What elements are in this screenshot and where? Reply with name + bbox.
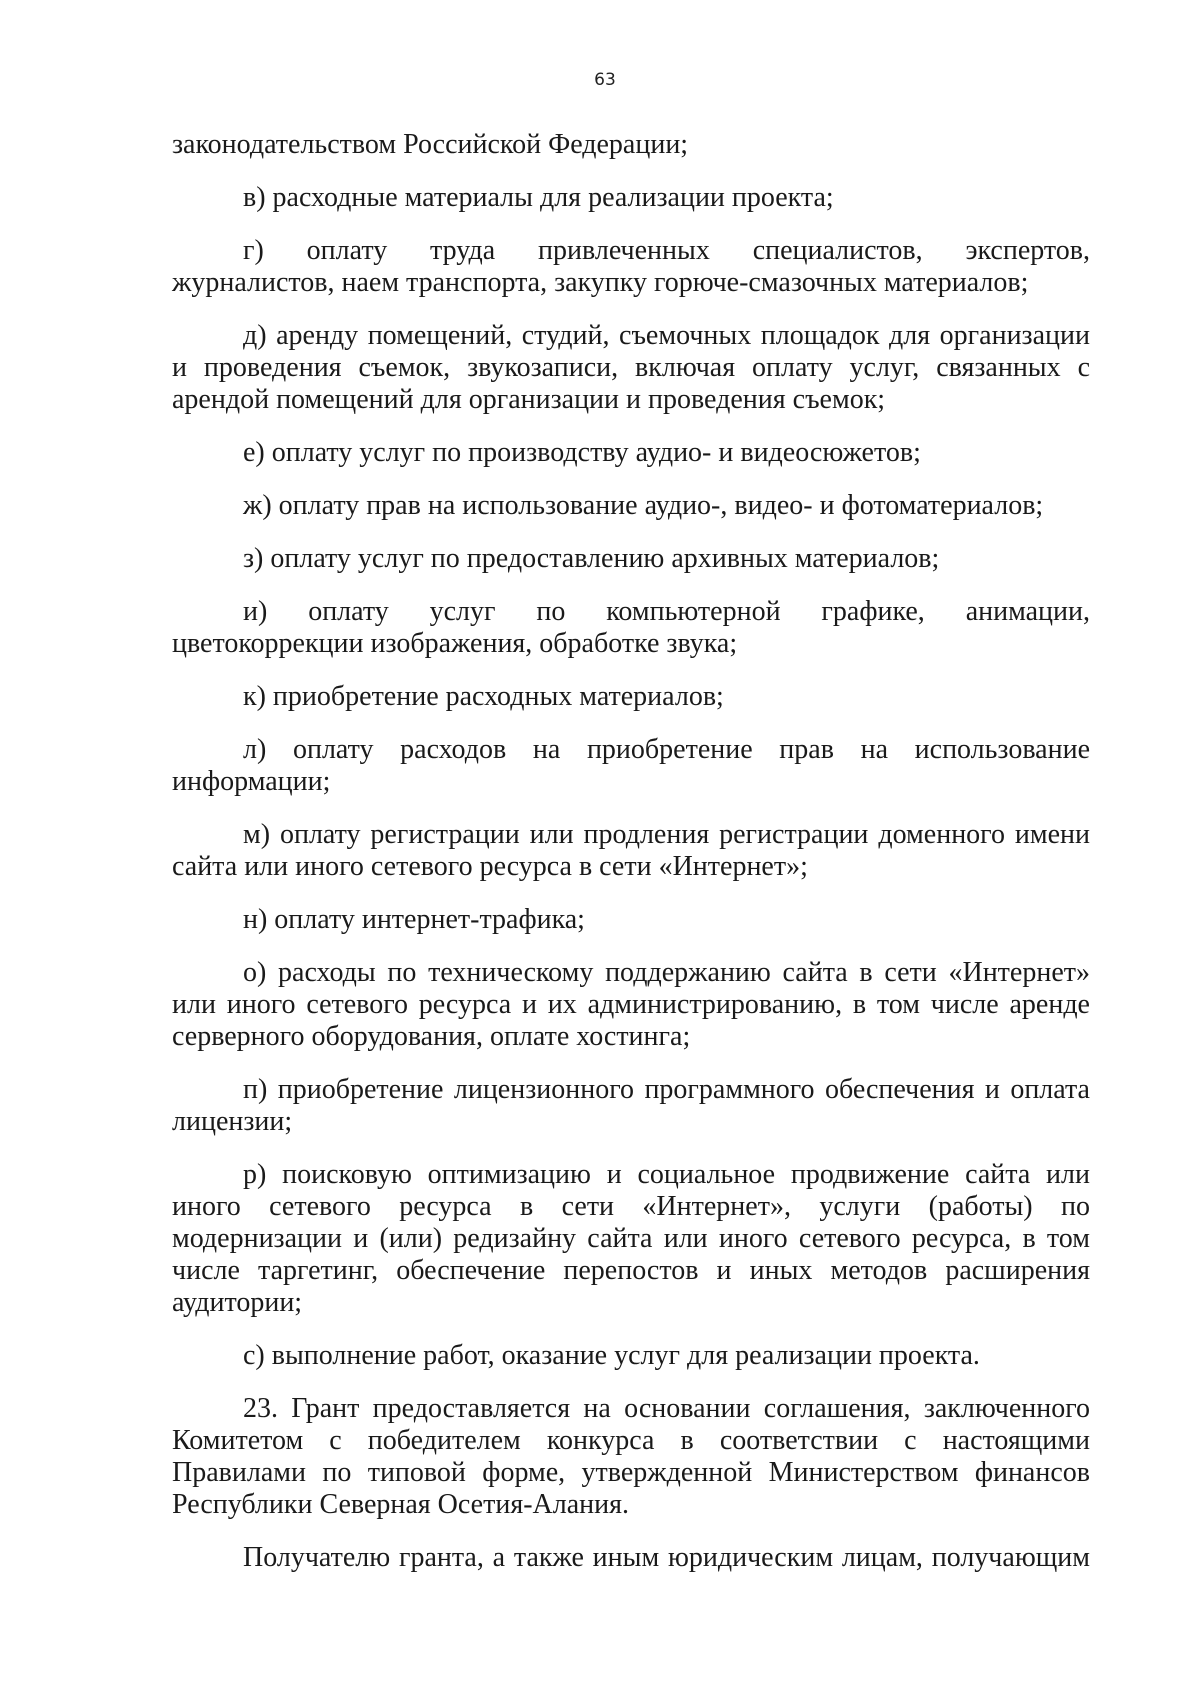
text-line: и проведения съемок, звукозаписи, включая оплату услуг, связанных с	[172, 352, 1090, 383]
text-line: с) выполнение работ, оказание услуг для реализации проекта.	[243, 1340, 980, 1371]
text-line: о) расходы по техническому поддержанию сайта в сети «Интернет»	[243, 957, 1090, 988]
paragraph-clause-23	[172, 1393, 1090, 1521]
paragraph-item-g	[172, 235, 1090, 299]
text-line: лицензии;	[172, 1106, 293, 1137]
text-line: в) расходные материалы для реализации проекта;	[243, 182, 834, 213]
paragraph-grant-recipient	[172, 1542, 1090, 1574]
paragraph-item-m	[172, 819, 1090, 883]
page-number: 63	[594, 70, 616, 90]
text-line: и) оплату услуг по компьютерной графике, анимации,	[243, 596, 1090, 627]
text-line: иного сетевого ресурса в сети «Интернет», услуги (работы) по	[172, 1191, 1090, 1222]
text-line: з) оплату услуг по предоставлению архивных материалов;	[243, 543, 940, 574]
paragraph-item-d	[172, 320, 1090, 416]
text-line: Получателю гранта, а также иным юридическим лицам, получающим	[243, 1542, 1090, 1573]
text-line: н) оплату интернет-трафика;	[243, 904, 585, 935]
paragraph-item-l	[172, 734, 1090, 798]
text-line: п) приобретение лицензионного программного обеспечения и оплата	[243, 1074, 1090, 1105]
continued-text-line: законодательством Российской Федерации;	[172, 129, 689, 160]
paragraph-item-e	[172, 437, 1090, 469]
text-line: г) оплату труда привлеченных специалистов, экспертов,	[243, 235, 1090, 266]
text-line: или иного сетевого ресурса и их администрированию, в том числе аренде	[172, 989, 1090, 1020]
text-line: цветокоррекции изображения, обработке звука;	[172, 628, 738, 659]
text-line: р) поисковую оптимизацию и социальное продвижение сайта или	[243, 1159, 1090, 1190]
text-line: 23. Грант предоставляется на основании соглашения, заключенного	[243, 1393, 1090, 1424]
document-body	[172, 129, 1090, 1574]
text-line: е) оплату услуг по производству аудио- и видеосюжетов;	[243, 437, 921, 468]
text-line: журналистов, наем транспорта, закупку горюче-смазочных материалов;	[172, 267, 1029, 298]
text-line: к) приобретение расходных материалов;	[243, 681, 724, 712]
paragraph-item-k	[172, 681, 1090, 713]
text-line: серверного оборудования, оплате хостинга;	[172, 1021, 691, 1052]
text-line: д) аренду помещений, студий, съемочных площадок для организации	[243, 320, 1090, 351]
text-line: информации;	[172, 766, 331, 797]
paragraph-item-zh	[172, 490, 1090, 522]
text-line: аудитории;	[172, 1287, 303, 1318]
text-line: Правилами по типовой форме, утвержденной Министерством финансов	[172, 1457, 1090, 1488]
paragraph-item-p	[172, 1074, 1090, 1138]
text-line: м) оплату регистрации или продления регистрации доменного имени	[243, 819, 1090, 850]
text-line: арендой помещений для организации и проведения съемок;	[172, 384, 886, 415]
text-line: л) оплату расходов на приобретение прав на использование	[243, 734, 1090, 765]
paragraph-item-r	[172, 1159, 1090, 1319]
text-line: сайта или иного сетевого ресурса в сети «Интернет»;	[172, 851, 808, 882]
paragraph-item-s	[172, 1340, 1090, 1372]
text-line: ж) оплату прав на использование аудио-, видео- и фотоматериалов;	[243, 490, 1044, 521]
paragraph-item-z	[172, 543, 1090, 575]
paragraph-item-o	[172, 957, 1090, 1053]
text-line: Республики Северная Осетия-Алания.	[172, 1489, 629, 1520]
paragraph-item-n	[172, 904, 1090, 936]
text-line: числе таргетинг, обеспечение перепостов и иных методов расширения	[172, 1255, 1090, 1286]
paragraph-item-v	[172, 182, 1090, 214]
text-line: Комитетом с победителем конкурса в соответствии с настоящими	[172, 1425, 1090, 1456]
paragraph-item-i	[172, 596, 1090, 660]
text-line: модернизации и (или) редизайну сайта или иного сетевого ресурса, в том	[172, 1223, 1090, 1254]
